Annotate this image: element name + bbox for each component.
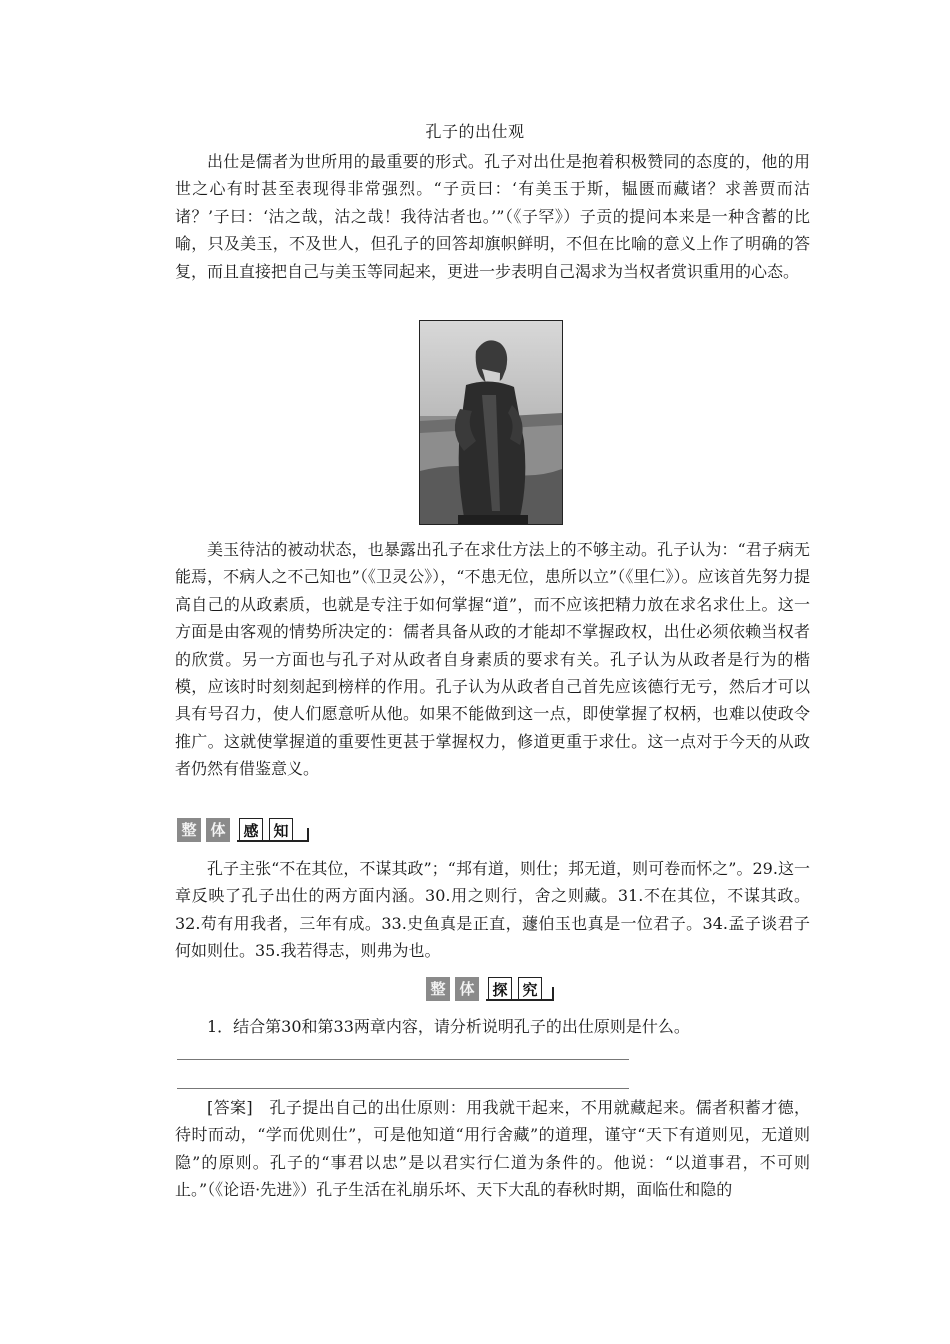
page-title: 孔子的出仕观 — [425, 122, 525, 141]
banner-rule — [486, 999, 554, 1001]
banner-char: 探 — [488, 977, 512, 1001]
banner-char: 整 — [177, 818, 201, 842]
banner-rule — [237, 840, 309, 842]
banner-tick — [307, 828, 309, 842]
answer-paragraph — [175, 1094, 810, 1204]
banner-char: 体 — [206, 818, 230, 842]
banner-char: 感 — [239, 818, 263, 842]
intro-paragraph: 出仕是儒者为世所用的最重要的形式。孔子对出仕是抱着积极赞同的态度的，他的用世之心有时甚至表现得非常强烈。“子贡曰：‘有美玉于斯，韫匮而藏诸？求善贾而沽诸？’子曰：‘沽之哉，沽之哉！我待沽者也。’”（《子罕》）子贡的提问本来是一种含蓄的比喻，只及美玉，不及世人，但孔子的回答却旗帜鲜明，不但在比喻的意义上作了明确的答复，而且直接把自己与美玉等同起来，更进一步表明自己渴求为当权者赏识重用的心态。 — [175, 152, 810, 281]
answer-tag: [答案] — [207, 1098, 253, 1117]
banner-tick — [552, 987, 554, 1001]
overview-section-banner — [177, 818, 309, 842]
overview-paragraph: 孔子主张“不在其位，不谋其政”；“邦有道，则仕；邦无道，则可卷而怀之”。29.这一章反映了孔子出仕的两方面内涵。30.用之则行，舍之则藏。31.不在其位，不谋其政。32.苟有用我者，三年有成。33.史鱼真是正直，蘧伯玉也真是一位君子。34.孟子谈君子何如则仕。35.我若得志，则弗为也。 — [175, 859, 810, 961]
explore-section-banner — [426, 977, 554, 1001]
question-1: 1．结合第30和第33两章内容，请分析说明孔子的出仕原则是什么。 — [207, 1017, 690, 1036]
confucius-statue-photo — [419, 320, 563, 525]
banner-char: 知 — [269, 818, 293, 842]
banner-char: 体 — [455, 977, 479, 1001]
answer-text: 孔子提出自己的出仕原则：用我就干起来，不用就藏起来。儒者积蓄才德，待时而动，“学而优则仕”，可是他知道“用行舍藏”的道理，谨守“天下有道则见，无道则隐”的原则。孔子的“事君以忠”是以君实行仁道为条件的。他说：“以道事君，不可则止。”（《论语·先进》）孔子生活在礼崩乐坏、天下大乱的春秋时期，面临仕和隐的 — [175, 1098, 810, 1200]
second-paragraph: 美玉待沽的被动状态，也暴露出孔子在求仕方法上的不够主动。孔子认为：“君子病无能焉，不病人之不己知也”（《卫灵公》），“不患无位，患所以立”（《里仁》）。应该首先努力提高自己的从政素质，也就是专注于如何掌握“道”，而不应该把精力放在求名求仕上。这一方面是由客观的情势所决定的：儒者具备从政的才能却不掌握政权，出仕必须依赖当权者的欣赏。另一方面也与孔子对从政者自身素质的要求有关。孔子认为从政者是行为的楷模，应该时时刻刻起到榜样的作用。孔子认为从政者自己首先应该德行无亏，然后才可以具有号召力，使人们愿意听从他。如果不能做到这一点，即使掌握了权柄，也难以使政令推广。这就使掌握道的重要性更甚于掌握权力，修道更重于求仕。这一点对于今天的从政者仍然有借鉴意义。 — [175, 540, 810, 779]
answer-blank-line[interactable] — [177, 1088, 629, 1089]
banner-char: 整 — [426, 977, 450, 1001]
banner-char: 究 — [518, 977, 542, 1001]
answer-blank-line[interactable] — [177, 1059, 629, 1060]
